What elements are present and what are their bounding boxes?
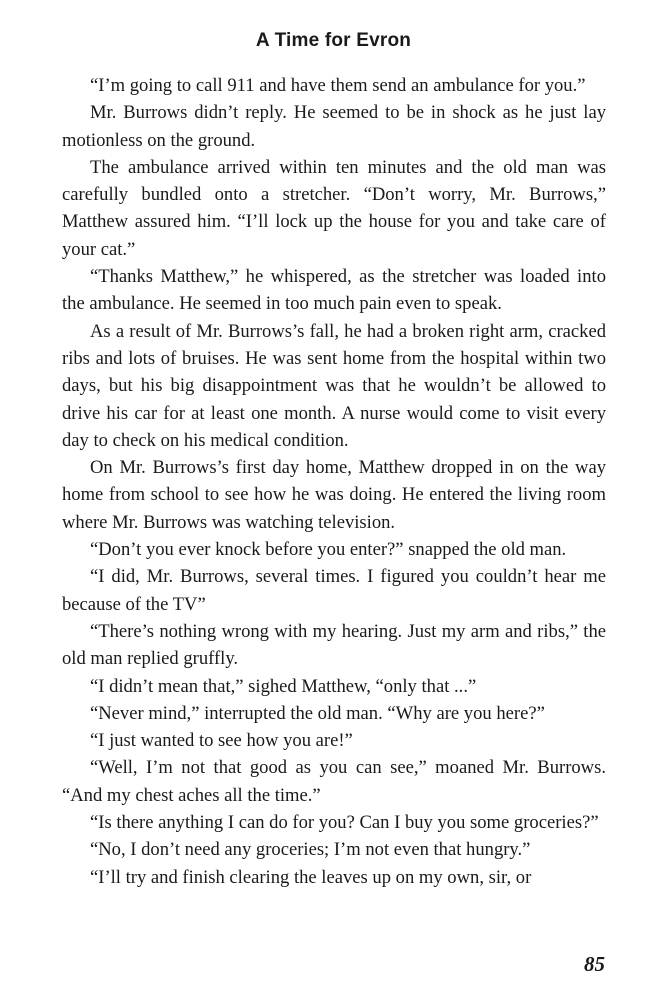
paragraph: As a result of Mr. Burrows’s fall, he had a broken right arm, cracked ribs and lots of bruises. He was sent home from the hospital within two days, but his big disappointment was that he wouldn’t be allowed to drive his car for at least one month. A nurse would come to visit every day to check on his medical condition.	[62, 320, 606, 451]
paragraph: The ambulance arrived within ten minutes and the old man was carefully bundled onto a stretcher. “Don’t worry, Mr. Burrows,” Matthew assured him. “I’ll lock up the house for you and take care of your cat.”	[62, 156, 606, 260]
paragraph: “Thanks Matthew,” he whispered, as the stretcher was loaded into the ambulance. He seemed in too much pain even to speak.	[62, 266, 606, 315]
paragraph: On Mr. Burrows’s first day home, Matthew dropped in on the way home from school to see how he was doing. He entered the living room where Mr. Burrows was watching television.	[62, 457, 606, 533]
paragraph: “I did, Mr. Burrows, several times. I figured you couldn’t hear me because of the TV”	[62, 566, 606, 615]
paragraph: “Is there anything I can do for you? Can I buy you some groceries?”	[90, 812, 599, 834]
running-head-title: A Time for Evron	[255, 30, 412, 51]
paragraph: “Never mind,” interrupted the old man. “Why are you here?”	[90, 702, 545, 724]
paragraph: “There’s nothing wrong with my hearing. Just my arm and ribs,” the old man replied gruffly.	[62, 620, 606, 670]
paragraph: “Well, I’m not that good as you can see,” moaned Mr. Burrows. “And my chest aches all the time.”	[62, 757, 606, 806]
paragraph: “Don’t you ever knock before you enter?” snapped the old man.	[90, 539, 567, 561]
paragraph: “I just wanted to see how you are!”	[90, 730, 353, 752]
paragraph: Mr. Burrows didn’t reply. He seemed to be in shock as he just lay motionless on the ground.	[62, 102, 606, 151]
paragraph: “I didn’t mean that,” sighed Matthew, “only that ...”	[90, 675, 477, 697]
paragraph: “No, I don’t need any groceries; I’m not even that hungry.”	[90, 839, 531, 861]
body-text	[62, 72, 606, 891]
paragraph: “I’m going to call 911 and have them send an ambulance for you.”	[90, 75, 586, 96]
page-number: 85	[584, 952, 605, 976]
paragraph: “I’ll try and finish clearing the leaves up on my own, sir, or	[90, 866, 532, 888]
